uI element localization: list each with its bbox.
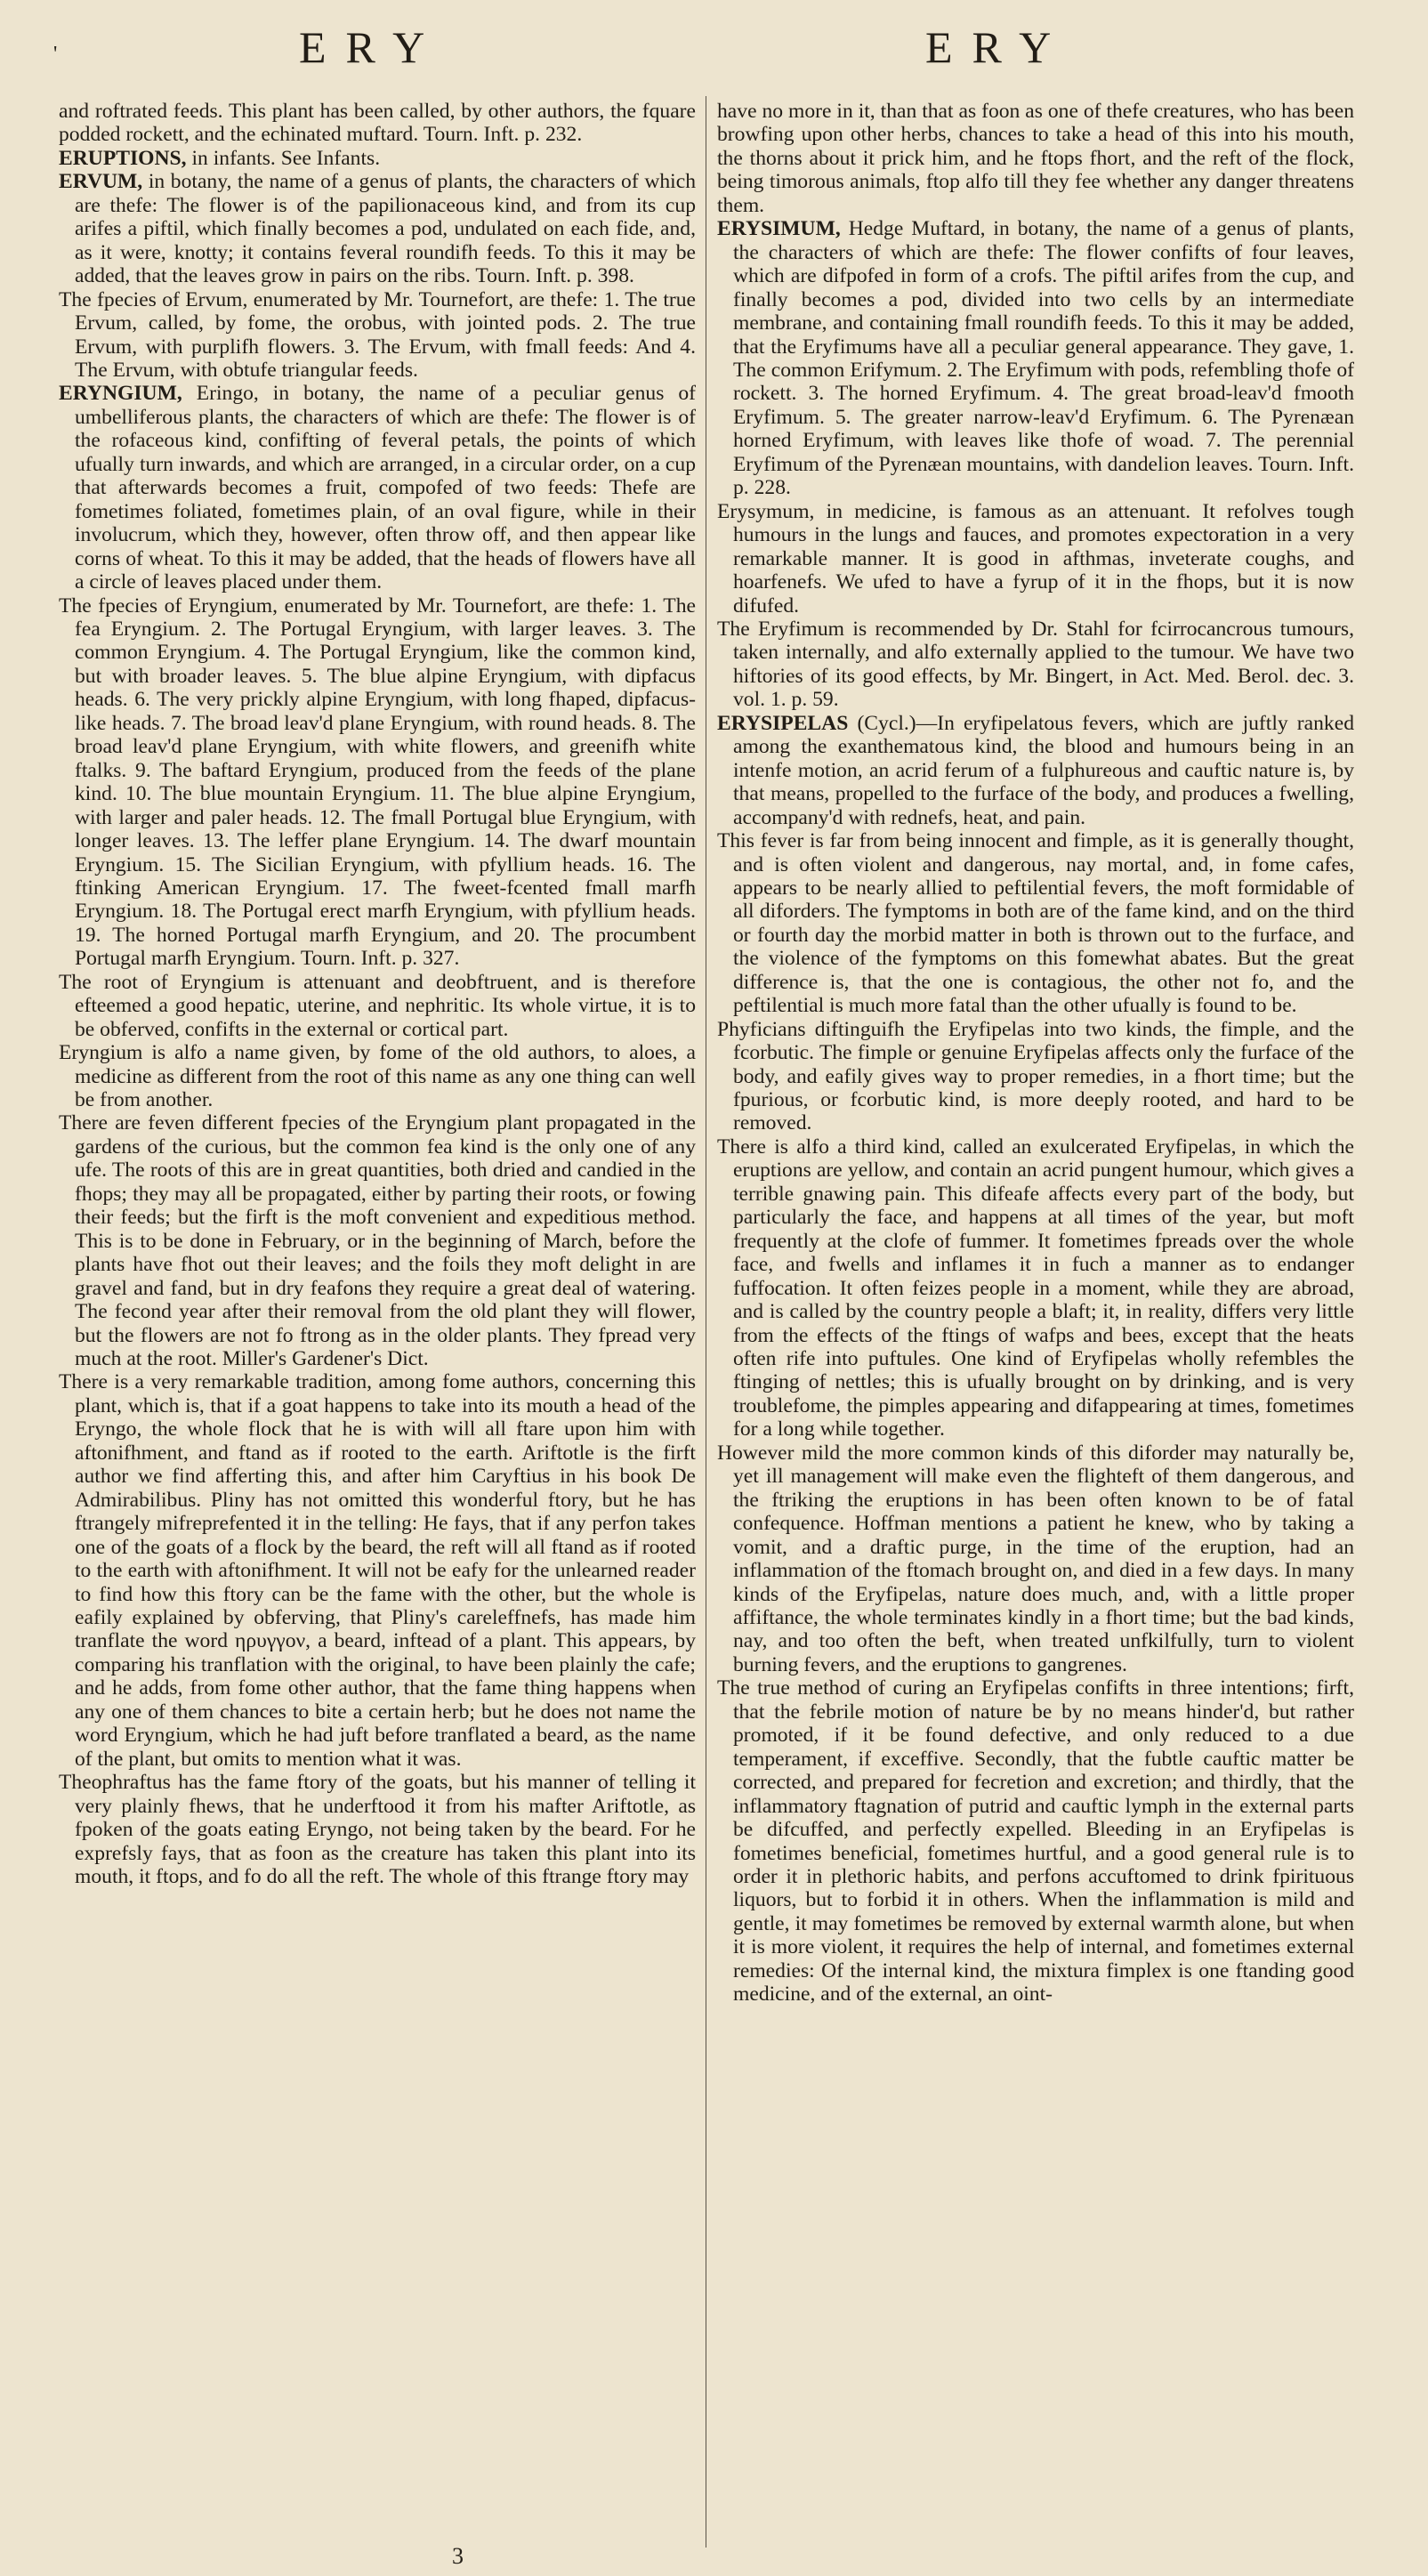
entry-text: in infants. See Infants. — [186, 146, 381, 170]
paragraph — [59, 100, 696, 147]
entry-text: (Cycl.)—In eryfipelatous fevers, which are juftly ranked among the exanthematous kind, the blood and humours being in an intenfe motion, an acrid ferum of a fulphureous and cauftic nature is, by that means, propelled to the furface of the body, and produces a fwelling, accompany'd with rednefs, heat, and pain. — [733, 711, 1354, 829]
paragraph — [59, 288, 696, 383]
paragraph — [717, 1135, 1354, 1441]
paragraph — [59, 1771, 696, 1888]
entry-text: There are feven different fpecies of the Eryngium plant propagated in the gardens of the curious, but the common fea kind is the only one of any ufe. The roots of this are in great quantities, both dried and candied in the fhops; they may all be propagated, either by parting their roots, or fowing their feeds; but the firft is the moft convenient and expeditious method. This is to be done in February, or in the beginning of March, before the plants have fhot out their leaves; and the foils they moft delight in are gravel and fand, but in dry feafons they require a great deal of watering. The fecond year after their removal from the old plant they will flower, but the flowers are not fo ftrong as in the older plants. They fpread very much at the root. Miller's Gardener's Dict. — [59, 1111, 696, 1371]
entry-text: The root of Eryngium is attenuant and deobftruent, and is therefore efteemed a good hepatic, uterine, and nephritic. Its whole virtue, it is to be obferved, confifts in the external or cortical part. — [59, 970, 696, 1041]
entry-text: Phyficians diftinguifh the Eryfipelas into two kinds, the fimple, and the fcorbutic. The fimple or genuine Eryfipelas affects only the furface of the body, and eafily gives way to proper remedies, in a fhort time; but the fpurious, or fcorbutic kind, is more deeply rooted, and hard to be removed. — [717, 1017, 1354, 1135]
entry-headword: ERVUM, — [59, 170, 143, 194]
entry-headword: ERYSIMUM, — [717, 217, 841, 241]
paragraph — [717, 1018, 1354, 1135]
paragraph — [59, 1111, 696, 1370]
paragraph — [717, 100, 1354, 217]
paragraph — [717, 1441, 1354, 1677]
entry-text: The Eryfimum is recommended by Dr. Stahl for fcirrocancrous tumours, taken internally, and alfo externally applied to the tumour. We have two hiftories of its good effects, by Mr. Bingert, in Act. Med. Berol. dec. 3. vol. 1. p. 59. — [717, 617, 1354, 712]
dictionary-entry — [59, 147, 696, 170]
entry-text: However mild the more common kinds of this diforder may naturally be, yet ill management will make even the flighteft of them dangerous, and the ftriking the eruptions in has been often known to be of fatal confequence. Hoffman mentions a patient he knew, who by taking a vomit, and a draftic purge, in the time of the eruption, had an inflammation of the ftomach brought on, and died in a few days. In many kinds of the Eryfipelas, nature does much, and, with a little proper affiftance, the whole terminates kindly in a fhort time; but the bad kinds, nay, and too often the beft, when treated unfkilfully, turn to violent burning fevers, and the eruptions to gangrenes. — [717, 1441, 1354, 1676]
entry-text: The fpecies of Eryngium, enumerated by Mr. Tournefort, are thefe: 1. The fea Eryngium. 2. The Portugal Eryngium, with larger leaves. 3. The common Eryngium. 4. The Portugal Eryngium, like the common kind, but with broader leaves. 5. The blue alpine Eryngium, with dipfacus heads. 6. The very prickly alpine Eryngium, with long fhaped, dipfacus-like heads. 7. The broad leav'd plane Eryngium, with round heads. 8. The broad leav'd plane Eryngium, with white flowers, and greenifh white ftalks. 9. The baftard Eryngium, produced from the feeds of the plane kind. 10. The blue mountain Eryngium. 11. The blue alpine Eryngium, with larger and paler heads. 12. The fmall Portugal blue Eryngium, with longer leaves. 13. The leffer plane Eryngium. 14. The dwarf mountain Eryngium. 15. The Sicilian Eryngium, with pfyllium heads. 16. The ftinking American Eryngium. 17. The fweet-fcented fmall marfh Eryngium. 18. The Portugal erect marfh Eryngium, with pfyllium heads. 19. The horned Portugal marfh Eryngium, and 20. The procumbent Portugal marfh Eryngium. Tourn. Inft. p. 327. — [59, 594, 696, 971]
page-number: 3 — [452, 2543, 464, 2569]
entry-text: and roftrated feeds. This plant has been called, by other authors, the fquare podded rockett, and the echinated muftard. Tourn. Inft. p. 232. — [59, 100, 696, 147]
left-column — [59, 100, 696, 1888]
dictionary-entry — [59, 382, 696, 594]
entry-text: There is alfo a third kind, called an exulcerated Eryfipelas, in which the eruptions are yellow, and contain an acrid pungent humour, which gives a terrible gnawing pain. This difeafe affects every part of the body, but particularly the face, and happens at all times of the year, but moft frequently at the clofe of fummer. It fometimes fpreads over the whole face, and fwells and inflames it in fuch a manner as to endanger fuffocation. It often feizes people in a moment, while they are abroad, and is called by the country people a blaft; it, in reality, differs very little from the effects of the ftings of wafps and bees, except that the heats often rife into puftules. One kind of Eryfipelas wholly refembles the ftinging of nettles; this is ufually brought on by drinking, and is very troublefome, the pimples appearing and difappearing at times, fometimes for a long while together. — [717, 1135, 1354, 1441]
dictionary-entry — [59, 170, 696, 287]
entry-text: Eringo, in botany, the name of a peculiar genus of umbelliferous plants, the characters of which are thefe: The flower is of the rofaceous kind, confifting of feveral petals, the points of which ufually turn inwards, and which are arranged, in a circular order, on a cup that afterwards becomes a fruit, compofed of two feeds: Thefe are fometimes foliated, fometimes plain, of an oval figure, while in their involucrum, which they, however, often throw off, and then appear like corns of wheat. To this it may be added, that the heads of flowers have all a circle of leaves placed under them. — [75, 382, 696, 594]
paragraph — [717, 829, 1354, 1018]
paragraph — [717, 618, 1354, 712]
entry-text: Eryngium is alfo a name given, by fome of the old authors, to aloes, a medicine as different from the root of this name as any one thing can well be from another. — [59, 1041, 696, 1112]
entry-headword: ERYSIPELAS — [717, 711, 849, 735]
running-head-right: ERY — [925, 22, 1071, 72]
entry-text: Erysymum, in medicine, is famous as an attenuant. It refolves tough humours in the lungs and fauces, and promotes expectoration in a very remarkable manner. It is good in afthmas, inveterate coughs, and hoarfenefs. We ufed to have a fyrup of it in the fhops, but it is now difufed. — [717, 499, 1354, 618]
dictionary-entry — [717, 217, 1354, 499]
entry-text: Theophraftus has the fame ftory of the goats, but his manner of telling it very plainly fhews, that he underftood it from his mafter Ariftotle, as fpoken of the goats eating Eryngo, not being taken by the beard. For he exprefsly fays, that as foon as the creature has taken this plant into its mouth, it ftops, and fo do all the reft. The whole of this ftrange ftory may — [59, 1771, 696, 1888]
entry-headword: ERUPTIONS, — [59, 146, 187, 170]
entry-text: This fever is far from being innocent and fimple, as it is generally thought, and is often violent and dangerous, nay mortal, and, in fome cafes, appears to be nearly allied to peftilential fevers, the moft formidable of all diforders. The fymptoms in both are of the fame kind, and on the third or fourth day the morbid matter in both is thrown out to the furface, and the violence of the fymptoms on this fomewhat abates. But the great difference is, that the one is contagious, the other not fo, and the peftilential is much more fatal than the other ufually is found to be. — [717, 829, 1354, 1018]
entry-text: The true method of curing an Eryfipelas confifts in three intentions; firft, that the febrile motion of nature be by no means hinder'd, but rather promoted, if it be found defective, and only reduced to a due temperament, if exceffive. Secondly, that the fubtle cauftic matter be corrected, and prepared for fecretion and excretion; and thirdly, that the inflammatory ftagnation of putrid and cauftic lymph in the external parts be difcuffed, and perfectly expelled. Bleeding in an Eryfipelas is fometimes beneficial, fometimes hurtful, and a good general rule is to order it in plethoric habits, and perfons accuftomed to drink fpirituous liquors, but to forbid it in others. When the inflammation is mild and gentle, it may fometimes be removed by external warmth alone, but when it is more violent, it requires the help of internal, and fometimes external remedies: Of the internal kind, the mixtura fimplex is one ftanding good medicine, and of the external, an oint- — [717, 1676, 1354, 2007]
entry-text: have no more in it, than that as foon as one of thefe creatures, who has been browfing upon other herbs, chances to take a head of this into his mouth, the thorns about it prick him, and he ftops fhort, and the reft of the flock, being timorous animals, ftop alfo till they fee whether any danger threatens them. — [717, 100, 1354, 217]
dictionary-entry — [717, 712, 1354, 829]
entry-headword: ERYNGIUM, — [59, 382, 182, 406]
paragraph — [717, 500, 1354, 618]
paragraph — [59, 594, 696, 971]
paragraph — [717, 1676, 1354, 2006]
right-column — [717, 100, 1354, 2007]
entry-text: There is a very remarkable tradition, among fome authors, concerning this plant, which is, that if a goat happens to take into its mouth a head of the Eryngo, the whole flock that he is with will all ftare upon him with aftonifhment, and ftand as if rooted to the earth. Ariftotle is the firft author we find afferting this, and after him Caryftius in his book De Admirabilibus. Pliny has not omitted this wonderful ftory, but he has ftrangely mifreprefented it in the telling: He fays, that if any perfon takes one of the goats of a flock by the beard, the reft will all ftand as if rooted to the earth with aftonifhment. It will not be eafy for the unlearned reader to find how this ftory can be the fame with the other, but the whole is eafily explained by obferving, that Pliny's careleffnefs, has made him tranflate the word ηρυγγον, a beard, inftead of a plant. This appears, by comparing his tranflation with the original, to have been plainly the cafe; and he adds, from fome other author, that the fame thing happens when any one of them chances to bite a certain herb; but he does not name the word Eryngium, which he had juft before tranflated a beard, as the name of the plant, but omits to mention what it was. — [59, 1370, 696, 1771]
paragraph — [59, 1041, 696, 1111]
entry-text: in botany, the name of a genus of plants, the characters of which are thefe: The flower is of the papilionaceous kind, and from its cup arifes a piftil, which finally becomes a pod, undulated on each fide, and, as it were, knotty; it contains feveral roundifh feeds. To this it may be added, that the leaves grow in pairs on the ribs. Tourn. Inft. p. 398. — [75, 170, 696, 288]
paragraph — [59, 971, 696, 1041]
running-head-left: ERY — [299, 22, 445, 72]
margin-mark: ' — [53, 43, 58, 66]
paragraph — [59, 1370, 696, 1771]
entry-text: Hedge Muftard, in botany, the name of a genus of plants, the characters of which are thefe: The flower confifts of four leaves, which are difpofed in form of a crofs. The piftil arifes from the cup, and finally becomes a pod, divided into two cells by an intermediate membrane, and containing fmall roundifh feeds. To this it may be added, that the Eryfimums have all a peculiar general appearance. They gave, 1. The common Erifymum. 2. The Eryfimum with pods, refembling thofe of rockett. 3. The horned Eryfimum. 4. The great broad-leav'd fmooth Eryfimum. 5. The greater narrow-leav'd Eryfimum. 6. The Pyrenæan horned Eryfimum, with leaves like thofe of woad. 7. The perennial Eryfimum of the Pyrenæan mountains, with dandelion leaves. Tourn. Inft. p. 228. — [733, 217, 1354, 500]
entry-text: The fpecies of Ervum, enumerated by Mr. Tournefort, are thefe: 1. The true Ervum, called, by fome, the orobus, with jointed pods. 2. The true Ervum, with purplifh flowers. 3. The Ervum, with fmall feeds: And 4. The Ervum, with obtufe triangular feeds. — [59, 287, 696, 382]
